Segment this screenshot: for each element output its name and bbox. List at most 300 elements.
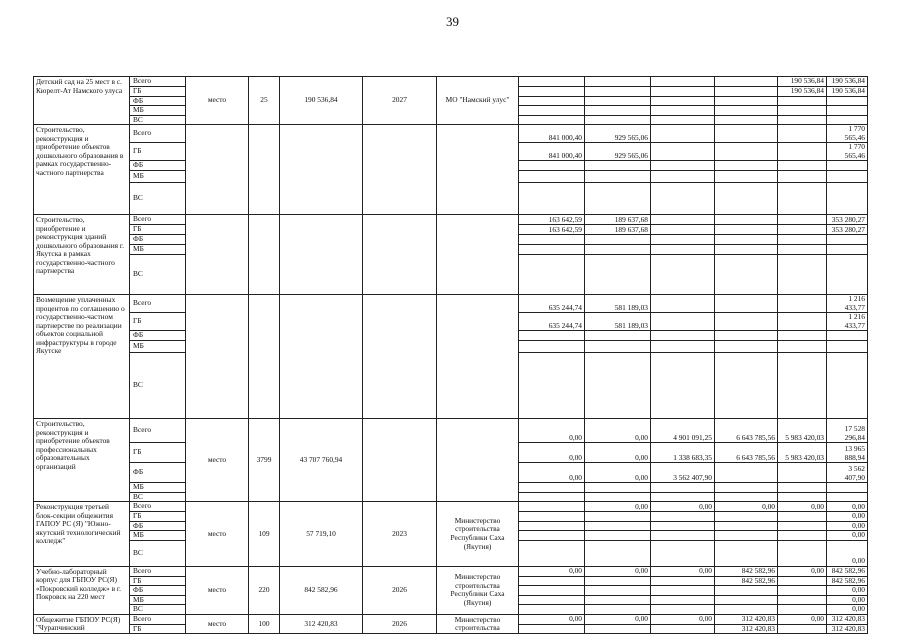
amount-cell: [519, 586, 585, 596]
amount-cell: [715, 540, 778, 566]
funding-source-cell: ФБ: [130, 235, 186, 245]
amount-cell: [519, 171, 585, 183]
funding-source-cell: Всего: [130, 125, 186, 143]
funding-source-cell: ВС: [130, 492, 186, 502]
amount-cell: [585, 171, 651, 183]
amount-cell: [651, 77, 715, 87]
amount-cell: 1 216 433,77: [827, 295, 868, 313]
amount-cell: 635 244,74: [519, 313, 585, 331]
funding-source-cell: Всего: [130, 215, 186, 225]
amount-cell: [651, 106, 715, 116]
amount-cell: [519, 161, 585, 171]
amount-cell: [585, 595, 651, 605]
amount-cell: [827, 161, 868, 171]
amount-cell: [585, 605, 651, 615]
unit-cell: место: [186, 419, 249, 502]
executor-cell: МО "Намский улус": [437, 77, 519, 125]
amount-cell: 0,00: [827, 540, 868, 566]
table-row: [34, 419, 868, 443]
year-cell: [363, 215, 437, 295]
amount-cell: [651, 521, 715, 531]
amount-cell: [651, 605, 715, 615]
object-name-cell: Общежитие ГБПОУ РС(Я) "Чурапчинский: [34, 614, 130, 634]
amount-cell: [778, 245, 827, 255]
amount-cell: 0,00: [585, 614, 651, 624]
funding-source-cell: Всего: [130, 77, 186, 87]
amount-cell: 189 637,68: [585, 225, 651, 235]
amount-cell: [519, 492, 585, 502]
amount-cell: [827, 183, 868, 215]
amount-cell: 841 000,40: [519, 125, 585, 143]
amount-cell: [715, 225, 778, 235]
amount-cell: [778, 353, 827, 419]
amount-cell: [585, 106, 651, 116]
amount-cell: 0,00: [827, 521, 868, 531]
amount-cell: [827, 492, 868, 502]
amount-cell: [519, 521, 585, 531]
cost-cell: 842 582,96: [280, 566, 363, 614]
amount-cell: 0,00: [585, 502, 651, 512]
table-row: [34, 295, 868, 313]
funding-source-cell: ВС: [130, 255, 186, 295]
funding-source-cell: ВС: [130, 540, 186, 566]
amount-cell: [651, 161, 715, 171]
amount-cell: [585, 531, 651, 541]
amount-cell: [778, 624, 827, 634]
amount-cell: 0,00: [519, 566, 585, 576]
amount-cell: 3 562 407,90: [651, 463, 715, 483]
executor-cell: Министерство строительства Республики Саха (Якутия): [437, 502, 519, 567]
amount-cell: 0,00: [827, 605, 868, 615]
amount-cell: [585, 512, 651, 522]
year-cell: 2026: [363, 566, 437, 614]
amount-cell: [651, 341, 715, 353]
amount-cell: [519, 341, 585, 353]
amount-cell: [778, 183, 827, 215]
capacity-cell: [249, 295, 280, 419]
amount-cell: [651, 483, 715, 493]
amount-cell: 312 420,83: [827, 624, 868, 634]
amount-cell: [651, 183, 715, 215]
amount-cell: [778, 215, 827, 225]
amount-cell: [585, 492, 651, 502]
amount-cell: 190 536,84: [827, 77, 868, 87]
amount-cell: [715, 512, 778, 522]
amount-cell: [827, 341, 868, 353]
object-name-cell: Реконструкция третьей блок-секции общежития ГАПОУ РС (Я) "Южно-якутский технологический колледж": [34, 502, 130, 567]
unit-cell: место: [186, 614, 249, 634]
amount-cell: [519, 115, 585, 125]
amount-cell: 0,00: [778, 566, 827, 576]
amount-cell: [585, 115, 651, 125]
object-name-cell: Строительство, приобретение и реконструкция зданий дошкольного образования г. Якутска в рамках государственно-частного партнерства: [34, 215, 130, 295]
funding-source-cell: ФБ: [130, 331, 186, 341]
amount-cell: 0,00: [778, 614, 827, 624]
amount-cell: [715, 96, 778, 106]
amount-cell: [827, 353, 868, 419]
funding-source-cell: Всего: [130, 502, 186, 512]
unit-cell: [186, 125, 249, 215]
amount-cell: [519, 245, 585, 255]
amount-cell: [651, 512, 715, 522]
unit-cell: [186, 215, 249, 295]
funding-source-cell: ФБ: [130, 161, 186, 171]
amount-cell: 842 582,96: [715, 566, 778, 576]
capacity-cell: 3799: [249, 419, 280, 502]
amount-cell: 0,00: [585, 566, 651, 576]
funding-source-cell: ГБ: [130, 576, 186, 586]
amount-cell: [519, 255, 585, 295]
unit-cell: место: [186, 566, 249, 614]
amount-cell: 190 536,84: [827, 87, 868, 97]
amount-cell: [651, 295, 715, 313]
investment-table: [33, 76, 868, 634]
amount-cell: 0,00: [827, 531, 868, 541]
amount-cell: [585, 87, 651, 97]
amount-cell: [778, 171, 827, 183]
funding-source-cell: ГБ: [130, 512, 186, 522]
amount-cell: [715, 77, 778, 87]
amount-cell: 0,00: [778, 502, 827, 512]
amount-cell: 842 582,96: [827, 576, 868, 586]
amount-cell: 0,00: [519, 614, 585, 624]
year-cell: 2023: [363, 502, 437, 567]
amount-cell: 353 280,27: [827, 225, 868, 235]
amount-cell: [778, 463, 827, 483]
amount-cell: [778, 492, 827, 502]
cost-cell: [280, 295, 363, 419]
amount-cell: [715, 245, 778, 255]
table-row: [34, 215, 868, 225]
amount-cell: [778, 313, 827, 331]
amount-cell: 353 280,27: [827, 215, 868, 225]
amount-cell: [827, 171, 868, 183]
funding-source-cell: Всего: [130, 295, 186, 313]
amount-cell: [651, 624, 715, 634]
funding-source-cell: ГБ: [130, 443, 186, 463]
object-name-cell: Строительство, реконструкция и приобретение объектов профессиональных образовательных организаций: [34, 419, 130, 502]
funding-source-cell: ФБ: [130, 96, 186, 106]
amount-cell: 0,00: [519, 463, 585, 483]
funding-source-cell: ГБ: [130, 225, 186, 235]
amount-cell: [778, 125, 827, 143]
amount-cell: 17 528 296,84: [827, 419, 868, 443]
year-cell: [363, 295, 437, 419]
funding-source-cell: МБ: [130, 341, 186, 353]
amount-cell: [778, 225, 827, 235]
amount-cell: 1 770 565,46: [827, 143, 868, 161]
amount-cell: [519, 483, 585, 493]
amount-cell: [585, 331, 651, 341]
object-name-cell: Детский сад на 25 мест в с. Кюрелт-Ат Намского улуса: [34, 77, 130, 125]
amount-cell: [651, 331, 715, 341]
amount-cell: [519, 605, 585, 615]
amount-cell: [778, 96, 827, 106]
amount-cell: 581 189,03: [585, 313, 651, 331]
cost-cell: 43 707 760,94: [280, 419, 363, 502]
amount-cell: [715, 161, 778, 171]
capacity-cell: 25: [249, 77, 280, 125]
amount-cell: [778, 531, 827, 541]
object-name-cell: Возмещение уплаченных процентов по соглашению о государственно-частном партнерстве по реализации объектов социальной инфраструктуры в городе Якутске: [34, 295, 130, 419]
amount-cell: 0,00: [651, 614, 715, 624]
amount-cell: 1 216 433,77: [827, 313, 868, 331]
capacity-cell: 100: [249, 614, 280, 634]
amount-cell: [651, 235, 715, 245]
amount-cell: [519, 353, 585, 419]
amount-cell: 0,00: [585, 419, 651, 443]
amount-cell: [827, 331, 868, 341]
amount-cell: 0,00: [827, 586, 868, 596]
amount-cell: 0,00: [651, 566, 715, 576]
amount-cell: [651, 313, 715, 331]
amount-cell: [519, 87, 585, 97]
funding-source-cell: ВС: [130, 353, 186, 419]
amount-cell: [827, 96, 868, 106]
amount-cell: [715, 521, 778, 531]
amount-cell: [651, 96, 715, 106]
funding-source-cell: МБ: [130, 531, 186, 541]
amount-cell: [778, 143, 827, 161]
amount-cell: [827, 483, 868, 493]
executor-cell: Министерство строительства Республики Саха (Якутия): [437, 566, 519, 614]
amount-cell: [585, 77, 651, 87]
amount-cell: [519, 624, 585, 634]
unit-cell: место: [186, 77, 249, 125]
amount-cell: 635 244,74: [519, 295, 585, 313]
table-row: [34, 77, 868, 87]
table-row: [34, 502, 868, 512]
amount-cell: [715, 331, 778, 341]
amount-cell: 5 983 420,03: [778, 443, 827, 463]
amount-cell: [778, 235, 827, 245]
cost-cell: [280, 125, 363, 215]
amount-cell: [827, 245, 868, 255]
amount-cell: [778, 483, 827, 493]
amount-cell: [715, 143, 778, 161]
amount-cell: [585, 483, 651, 493]
page-number: 39: [446, 14, 459, 29]
funding-source-cell: ФБ: [130, 586, 186, 596]
amount-cell: [715, 255, 778, 295]
funding-source-cell: МБ: [130, 245, 186, 255]
amount-cell: [715, 463, 778, 483]
amount-cell: [715, 115, 778, 125]
amount-cell: [651, 595, 715, 605]
amount-cell: 0,00: [715, 502, 778, 512]
amount-cell: 0,00: [519, 443, 585, 463]
amount-cell: [715, 215, 778, 225]
amount-cell: [715, 313, 778, 331]
amount-cell: [715, 341, 778, 353]
amount-cell: 190 536,84: [778, 77, 827, 87]
amount-cell: [585, 235, 651, 245]
amount-cell: [519, 183, 585, 215]
funding-source-cell: МБ: [130, 483, 186, 493]
amount-cell: [715, 595, 778, 605]
amount-cell: 0,00: [827, 595, 868, 605]
executor-cell: Министерство строительства: [437, 614, 519, 634]
amount-cell: [715, 492, 778, 502]
funding-source-cell: Всего: [130, 566, 186, 576]
unit-cell: место: [186, 502, 249, 567]
cost-cell: [280, 215, 363, 295]
amount-cell: [778, 331, 827, 341]
amount-cell: [651, 225, 715, 235]
amount-cell: [519, 531, 585, 541]
table-row: [34, 614, 868, 624]
amount-cell: [651, 143, 715, 161]
amount-cell: [585, 161, 651, 171]
amount-cell: 0,00: [651, 502, 715, 512]
amount-cell: [585, 576, 651, 586]
amount-cell: [651, 245, 715, 255]
amount-cell: 842 582,96: [715, 576, 778, 586]
amount-cell: [585, 96, 651, 106]
amount-cell: [778, 512, 827, 522]
amount-cell: [519, 96, 585, 106]
capacity-cell: 109: [249, 502, 280, 567]
amount-cell: 312 420,83: [715, 624, 778, 634]
funding-source-cell: Всего: [130, 614, 186, 624]
amount-cell: [651, 255, 715, 295]
amount-cell: [778, 595, 827, 605]
capacity-cell: [249, 215, 280, 295]
amount-cell: 312 420,83: [827, 614, 868, 624]
amount-cell: [585, 540, 651, 566]
funding-source-cell: Всего: [130, 419, 186, 443]
amount-cell: 1 338 683,35: [651, 443, 715, 463]
amount-cell: [715, 87, 778, 97]
amount-cell: [778, 106, 827, 116]
amount-cell: [651, 125, 715, 143]
amount-cell: 4 901 091,25: [651, 419, 715, 443]
year-cell: [363, 125, 437, 215]
amount-cell: [519, 595, 585, 605]
amount-cell: [519, 235, 585, 245]
amount-cell: 13 965 888,94: [827, 443, 868, 463]
object-name-cell: Строительство, реконструкция и приобретение объектов дошкольного образования в рамках государственно-частного партнерства: [34, 125, 130, 215]
funding-source-cell: ГБ: [130, 87, 186, 97]
table-row: [34, 566, 868, 576]
funding-source-cell: МБ: [130, 595, 186, 605]
amount-cell: [827, 106, 868, 116]
amount-cell: [715, 531, 778, 541]
amount-cell: 581 189,03: [585, 295, 651, 313]
amount-cell: [651, 492, 715, 502]
amount-cell: [778, 161, 827, 171]
amount-cell: [778, 255, 827, 295]
year-cell: [363, 419, 437, 502]
amount-cell: 1 770 565,46: [827, 125, 868, 143]
amount-cell: [715, 171, 778, 183]
amount-cell: [651, 576, 715, 586]
amount-cell: 842 582,96: [827, 566, 868, 576]
amount-cell: [778, 341, 827, 353]
amount-cell: 163 642,59: [519, 225, 585, 235]
amount-cell: 929 565,06: [585, 143, 651, 161]
amount-cell: [651, 540, 715, 566]
executor-cell: [437, 215, 519, 295]
funding-source-cell: ФБ: [130, 463, 186, 483]
amount-cell: [715, 125, 778, 143]
amount-cell: [585, 255, 651, 295]
amount-cell: 0,00: [585, 443, 651, 463]
amount-cell: [651, 215, 715, 225]
amount-cell: [715, 605, 778, 615]
amount-cell: [519, 77, 585, 87]
amount-cell: [715, 483, 778, 493]
amount-cell: [715, 106, 778, 116]
amount-cell: 0,00: [827, 512, 868, 522]
amount-cell: 929 565,06: [585, 125, 651, 143]
amount-cell: 3 562 407,90: [827, 463, 868, 483]
amount-cell: [519, 540, 585, 566]
unit-cell: [186, 295, 249, 419]
amount-cell: [519, 512, 585, 522]
amount-cell: [519, 502, 585, 512]
cost-cell: 312 420,83: [280, 614, 363, 634]
amount-cell: [519, 576, 585, 586]
amount-cell: [778, 586, 827, 596]
amount-cell: [778, 605, 827, 615]
amount-cell: [778, 521, 827, 531]
amount-cell: [585, 353, 651, 419]
funding-source-cell: ГБ: [130, 313, 186, 331]
amount-cell: [827, 115, 868, 125]
cost-cell: 190 536,84: [280, 77, 363, 125]
amount-cell: [651, 586, 715, 596]
amount-cell: 0,00: [585, 463, 651, 483]
amount-cell: [651, 115, 715, 125]
amount-cell: [585, 245, 651, 255]
amount-cell: [519, 106, 585, 116]
amount-cell: [585, 521, 651, 531]
amount-cell: [715, 183, 778, 215]
amount-cell: 189 637,68: [585, 215, 651, 225]
amount-cell: [715, 295, 778, 313]
amount-cell: [651, 531, 715, 541]
amount-cell: [827, 235, 868, 245]
amount-cell: [651, 171, 715, 183]
funding-source-cell: МБ: [130, 171, 186, 183]
executor-cell: [437, 419, 519, 502]
amount-cell: [519, 331, 585, 341]
amount-cell: 0,00: [519, 419, 585, 443]
amount-cell: 163 642,59: [519, 215, 585, 225]
amount-cell: [778, 295, 827, 313]
funding-source-cell: ВС: [130, 605, 186, 615]
year-cell: 2027: [363, 77, 437, 125]
amount-cell: [715, 235, 778, 245]
executor-cell: [437, 295, 519, 419]
amount-cell: 5 983 420,03: [778, 419, 827, 443]
amount-cell: 6 643 785,56: [715, 419, 778, 443]
amount-cell: [715, 586, 778, 596]
amount-cell: [585, 183, 651, 215]
amount-cell: 312 420,83: [715, 614, 778, 624]
year-cell: 2026: [363, 614, 437, 634]
amount-cell: [778, 115, 827, 125]
executor-cell: [437, 125, 519, 215]
funding-source-cell: ВС: [130, 115, 186, 125]
funding-source-cell: ФБ: [130, 521, 186, 531]
amount-cell: [585, 341, 651, 353]
amount-cell: [778, 576, 827, 586]
amount-cell: [585, 586, 651, 596]
funding-source-cell: ГБ: [130, 624, 186, 634]
amount-cell: 190 536,84: [778, 87, 827, 97]
